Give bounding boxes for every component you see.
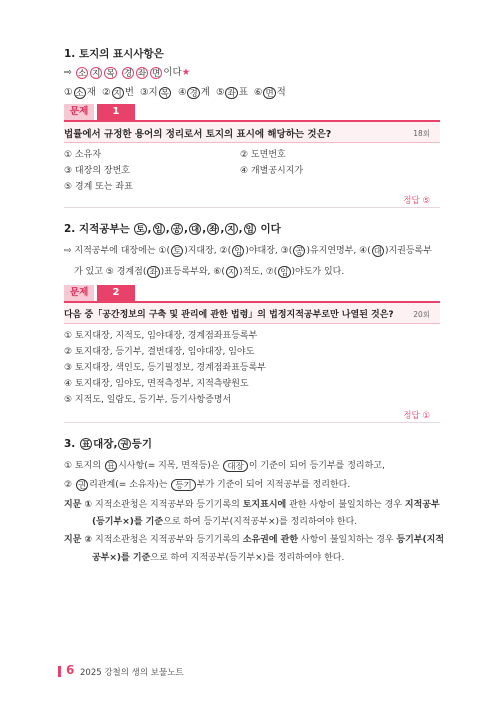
question1-answer: 정답 ⑤ <box>403 196 430 206</box>
question1-option: ② 도면번호 <box>240 150 286 160</box>
text-run: 적도, ⑦ <box>242 267 274 277</box>
circled-char: 소 <box>78 68 87 79</box>
circled-char: 면 <box>152 68 161 79</box>
question1-option: ⑤ 경계 또는 좌표 <box>64 182 133 192</box>
circled-char: 대 <box>190 225 200 235</box>
text-run: 리관계(= 소유자)는 <box>89 480 168 490</box>
page-number: 6 <box>66 663 75 677</box>
intro-tail: 이다 <box>163 67 182 78</box>
circled-char: 소 <box>75 88 84 99</box>
text-run: 3. <box>64 438 76 450</box>
circled-char: 좌 <box>149 267 158 278</box>
section1-items <box>64 84 286 99</box>
item-rest: 적 <box>276 87 286 98</box>
text-run: 지대장, ② <box>187 246 228 256</box>
text-run: 지적소관청은 지적공부와 등기기록의 <box>95 500 240 510</box>
circled-char: 경 <box>189 88 198 99</box>
note-label: 지문 ① <box>64 500 93 510</box>
section3-line2 <box>64 477 350 491</box>
text-run: 으로 하여 등기부(지적공부×)를 정리하여야 한다. <box>163 517 358 527</box>
question1-option: ④ 개별공시지가 <box>240 166 304 176</box>
question1-divider <box>64 207 440 208</box>
section2-line2: 가 있고 ⑤ 경계점( 좌 )표등록부와, ⑥( 지 )적도, ⑦( 임 )야도가 있다. <box>74 267 345 278</box>
text-run: (등기부×)를 기준 <box>92 517 164 527</box>
section2-title-prefix: 2. 지적공부는 <box>64 223 130 235</box>
text-run: 야대장, ③ <box>248 246 289 256</box>
text-run: ② <box>64 480 73 490</box>
question2-text: 다음 중「공간정보의 구축 및 관리에 관한 법령」의 법정지적공부로만 나열된 것은? <box>64 310 394 320</box>
item-num: ⑤ <box>215 87 225 98</box>
text-run: 부가 기준이 되어 지적공부를 정리한다. <box>196 480 351 490</box>
text-run: 등기 <box>131 438 152 450</box>
circled-char: 대 <box>373 246 382 257</box>
text-run: 지적소관청은 지적공부와 등기기록의 <box>95 535 240 545</box>
item-num: ⑥ <box>253 87 263 98</box>
text-run: 등기부(지적 <box>396 535 445 545</box>
section3-note1-line2 <box>92 514 357 527</box>
section3-title <box>64 436 152 451</box>
question1-text: 법률에서 규정한 용어의 정리로서 토지의 표시에 해당하는 것은? <box>64 129 332 140</box>
circled-char: 임 <box>245 225 254 235</box>
question2-header <box>64 285 440 303</box>
item-num: ① <box>64 87 73 98</box>
section3-note1-line1 <box>64 497 440 510</box>
question1-round: 18회 <box>413 129 430 138</box>
item-prefix: 지 <box>148 87 158 98</box>
item-rest: 재 <box>86 87 96 98</box>
circled-char: 면 <box>265 88 274 99</box>
question2-answer: 정답 ① <box>403 411 430 421</box>
footer-accent-bar <box>58 666 61 677</box>
question2-divider <box>64 422 440 423</box>
text-run: 야도가 있다. <box>295 267 345 277</box>
circled-char: 지 <box>113 88 122 99</box>
circled-char: 지 <box>227 267 237 278</box>
circled-char: 권 <box>120 440 129 450</box>
circled-char: 좌 <box>209 225 218 235</box>
circled-char: 지 <box>92 68 101 79</box>
text-run: ⇨ 지적공부에 대장에는 ① <box>64 246 167 256</box>
text-run: 시사항(= 지목, 면적등)은 <box>118 461 220 471</box>
question2-round: 20회 <box>413 310 430 319</box>
question2-option: ② 토지대장, 등기부, 결번대장, 임야대장, 임야도 <box>64 347 255 357</box>
circled-char: 좌 <box>227 88 236 99</box>
text-run: 소유권에 관한 <box>242 535 299 545</box>
circled-char: 목 <box>106 68 115 79</box>
item-num: ③ <box>139 87 149 98</box>
circled-char: 표 <box>81 440 91 450</box>
circled-char: 좌 <box>137 68 147 79</box>
circled-char: 지 <box>227 225 236 235</box>
section2-title-tail: 이다 <box>260 223 281 235</box>
item-rest: 표 <box>238 87 248 98</box>
section3-note2-line2 <box>92 550 344 563</box>
circled-char: 목 <box>160 88 169 99</box>
question2-prompt-box <box>64 303 440 324</box>
arrow-icon: ⇨ <box>64 67 72 78</box>
text-run: 이 기준이 되어 등기부를 정리하고, <box>248 461 385 471</box>
text-run: 관한 사항이 불일치하는 경우 <box>289 500 403 510</box>
question-tag: 문제 <box>64 104 94 120</box>
question1-option: ③ 대장의 장번호 <box>64 166 130 176</box>
question-number: 1 <box>97 104 135 120</box>
question1-prompt-box <box>64 122 440 143</box>
circled-char: 임 <box>154 225 163 235</box>
text-run: 토지표시에 <box>242 500 287 510</box>
text-run: 표등록부와, ⑥ <box>164 267 222 277</box>
star-icon: ★ <box>181 67 191 78</box>
question2-option: ④ 토지대장, 임야도, 면적측정부, 지적측량원도 <box>64 379 249 389</box>
circled-char: 권 <box>77 480 87 491</box>
circled-char: 임 <box>280 267 289 278</box>
section1-title: 1. 토지의 표시사항은 <box>64 48 164 60</box>
circled-char: 표 <box>106 461 116 472</box>
circled-char: 토 <box>172 246 182 257</box>
item-rest: 번 <box>124 87 134 98</box>
book-title: 2025 강철의 생의 보물노트 <box>80 668 184 678</box>
circled-char: 대장 <box>223 460 247 472</box>
text-run: 대장, <box>93 438 118 450</box>
text-run: 가 있고 ⑤ 경계점 <box>74 267 143 277</box>
text-run: 유지연명부, ④ <box>309 246 368 256</box>
question1-option: ① 소유자 <box>64 150 102 160</box>
question2-option: ⑤ 지적도, 일람도, 등기부, 등기사항증명서 <box>64 395 232 405</box>
item-rest: 계 <box>200 87 210 98</box>
circled-char: 경 <box>123 68 132 79</box>
question-number: 2 <box>97 285 135 301</box>
circled-char: 임 <box>234 246 243 257</box>
circled-char: 토 <box>136 225 145 235</box>
item-num: ④ <box>177 87 187 98</box>
section2-title: 2. 지적공부는 토 , 임 , 공 , 대 , 좌 , 지 , 임 이다 <box>64 223 281 235</box>
section3-line1 <box>64 458 385 472</box>
item-num: ② <box>101 87 111 98</box>
circled-char: 공 <box>295 246 304 257</box>
note-label: 지문 ② <box>64 535 93 545</box>
circled-char: 등기 <box>171 479 195 491</box>
text-run: ① 토지의 <box>64 461 102 471</box>
section1-intro <box>64 64 190 79</box>
question-tag: 문제 <box>64 285 94 301</box>
text-run: 사항이 불일치하는 경우 <box>300 535 394 545</box>
text-run: 공부×)를 기준 <box>92 553 151 563</box>
section2-line1: ⇨ 지적공부에 대장에는 ①( 토 )지대장, ②( 임 )야대장, ③( 공 )유지연명부, ④( 대 )지권등록부 <box>64 246 432 257</box>
question2-option: ① 토지대장, 지적도, 임야대장, 경계점좌표등록부 <box>64 331 258 341</box>
text-run: 지권등록부 <box>388 246 432 256</box>
question2-option: ③ 토지대장, 색인도, 등기필정보, 경계점좌표등록부 <box>64 363 266 373</box>
text-run: 지적공부 <box>404 500 440 510</box>
text-run: 으로 하여 지적공부(등기부×)를 정리하여야 한다. <box>150 553 345 563</box>
section3-note2-line1 <box>64 532 444 545</box>
question1-header <box>64 104 440 122</box>
circled-char: 공 <box>172 225 181 235</box>
